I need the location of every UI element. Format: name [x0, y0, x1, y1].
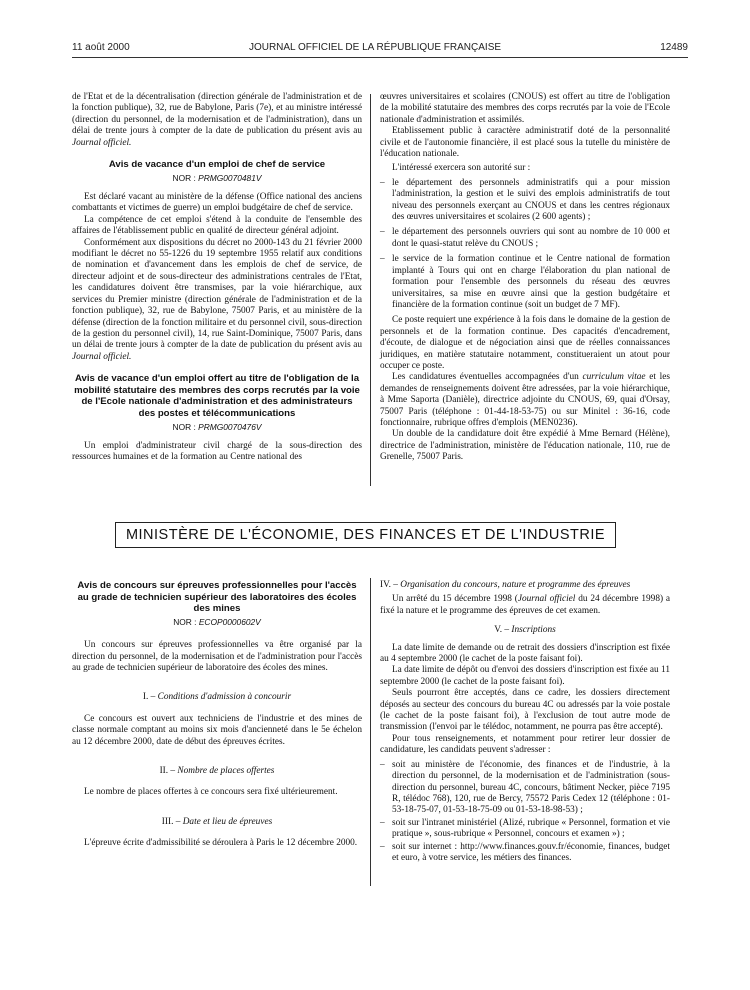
- list-item: – le département des personnels ouvriers qui sont au nombre de 10 000 et dont le quasi-statut relève du CNOUS ;: [380, 227, 670, 250]
- concours-nor: NOR : ECOP0000602V: [173, 616, 261, 627]
- list-item: – le service de la formation continue et le Centre national de formation implanté à Tours qui ont en charge l'élaboration du plan national de formation pour l'ensemble des personnels du réseau des œuvres universitaires, sa mise en œuvre ainsi que la gestion budgétaire et financière de la formation continue (soit un budget de 7 MF).: [380, 254, 670, 311]
- cnous-paragraph-3: L'intéressé exercera son autorité sur :: [392, 163, 531, 174]
- section-2-heading: II. – Nombre de places offertes: [159, 766, 275, 777]
- bottom-right-column: [380, 580, 670, 865]
- section-3-heading: III. – Date et lieu de épreuves: [161, 816, 273, 827]
- header-date: 11 août 2000: [72, 42, 130, 53]
- concours-paragraph-1: Un concours sur épreuves professionnelles va être organisé par la direction du personnel, de la modernisation et de l'administration pour l'accès au grade de technicien supérieur de laboratoire des écoles des mines.: [72, 640, 362, 673]
- section-5-heading: V. – Inscriptions: [494, 625, 556, 636]
- inscriptions-paragraph-1: La date limite de demande ou de retrait des dossiers d'inscription est fixée au 4 septembre 2000 (le cachet de la poste faisant foi).: [380, 642, 670, 665]
- cnous-paragraph-4: Ce poste requiert une expérience à la fois dans le domaine de la gestion de personnels et de la formation continue. Des capacités d'encadrement, d'écoute, de dialogue et de négociation ainsi que de réelles connaissances juridiques, en matière statutaire notamment, constitueraient un atout pour occuper ce poste.: [380, 315, 670, 371]
- section-4-heading: IV. – Organisation du concours, nature et programme des épreuves: [380, 580, 631, 590]
- intro-paragraph: de l'Etat et de la décentralisation (direction générale de l'administration et de la fonction publique), 32, rue de Babylone, Paris (7e), et au ministre intéressé (direction du personnel, de la modernisation et de l'administration), dans un délai de trente jours à compter de la date de publication du présent avis au Journal officiel.: [72, 92, 362, 148]
- top-left-column: [72, 92, 362, 464]
- section-1-heading: I. – Conditions d'admission à concourir: [142, 692, 292, 703]
- avis2-nor: NOR : PRMG0070476V: [172, 421, 262, 432]
- cnous-paragraph-6: Un double de la candidature doit être expédié à Mme Bernard (Hélène), directrice de l'administration, ministère de l'éducation nationale, 110, rue de Grenelle, 75007 Paris.: [380, 429, 670, 463]
- list-item: – soit sur l'intranet ministériel (Alizé, rubrique « Personnel, formation et vie pratique », sous-rubrique « Personnel, concours et examen ») ;: [380, 818, 670, 841]
- avis1-title: Avis de vacance d'un emploi de chef de service: [108, 159, 326, 171]
- avis2-paragraph-1: Un emploi d'administrateur civil chargé de la sous-direction des ressources humaines et de la formation au Centre national des: [72, 440, 362, 463]
- column-divider-bottom: [370, 578, 371, 886]
- list-item: – le département des personnels administratifs qui a pour mission l'administration, la gestion et le suivi des emplois administratifs de tout niveau des personnels exerçant au CNOUS et dans les centres régionaux des œuvres universitaires et scolaires (2 600 agents) ;: [380, 178, 670, 224]
- section-1-text: Ce concours est ouvert aux techniciens de l'industrie et des mines de classe normale comptant au moins six mois d'ancienneté dans le 5e échelon au 12 décembre 2000, date de début des épreuves écrites.: [72, 713, 362, 747]
- list-item: – soit sur internet : http://www.finances.gouv.fr/économie, finances, budget et euro, à votre service, les métiers des finances.: [380, 842, 670, 865]
- bottom-left-column: [72, 580, 362, 850]
- avis1-nor: NOR : PRMG0070481V: [172, 172, 262, 183]
- inscriptions-paragraph-2: La date limite de dépôt ou d'envoi des dossiers d'inscription est fixée au 11 septembre 2000 (le cachet de la poste faisant foi).: [380, 665, 670, 687]
- column-divider-top: [370, 94, 371, 486]
- section-3-text: L'épreuve écrite d'admissibilité se déroulera à Paris le 12 décembre 2000.: [84, 838, 358, 849]
- top-right-column: [380, 92, 670, 464]
- journal-title: JOURNAL OFFICIEL DE LA RÉPUBLIQUE FRANÇAISE: [248, 42, 502, 53]
- page-number: 12489: [660, 42, 688, 53]
- avis1-paragraph-1: Est déclaré vacant au ministère de la défense (Office national des anciens combattants et victimes de guerre) un emploi budgétaire de chef de service.: [72, 192, 362, 214]
- inscriptions-paragraph-3: Seuls pourront être acceptés, dans ce cadre, les dossiers directement déposés au secteur des concours du bureau 4C ou adressés par la voie postale (le cachet de la poste faisant foi), à l'exclusion de tout autre mode de transmission (l'envoi par le télédoc, notamment, ne pourra pas être accepté).: [380, 688, 670, 733]
- list-item: – soit au ministère de l'économie, des finances et de l'industrie, à la direction du personnel, de la modernisation et de l'administration (sous-direction du personnel, bureau 4C, concours, bâtiment Necker, pièce 7195 R, télédoc 768), 120, rue de Bercy, 75572 Paris Cedex 12 (téléphone : 01-53-18-75-07, 01-53-18-75-09 ou 01-53-18-98-53) ;: [380, 760, 670, 817]
- authority-list: [380, 178, 670, 311]
- cnous-paragraph-1: œuvres universitaires et scolaires (CNOUS) est offert au titre de l'obligation de la mobilité statutaire des membres des corps recrutés par la voie de l'Ecole nationale d'administration et assimilés.: [380, 92, 670, 125]
- avis1-paragraph-3: Conformément aux dispositions du décret no 2000-143 du 21 février 2000 modifiant le décret no 55-1226 du 19 septembre 1955 relatif aux conditions de nomination et d'avancement dans les emplois de chef de service, de directeur adjoint et de sous-directeur des administrations centrales de l'Etat, les candidatures doivent être transmises, par la voie hiérarchique, aux services du Premier ministre (direction générale de l'administration et de la fonction publique), 32, rue de Babylone, 75007 Paris, et au ministère de la défense (direction de la fonction militaire et du personnel civil, sous-direction de la gestion du personnel civil), 14, rue Saint-Dominique, 75007 Paris, dans un délai de trente jours à compter de la date de publication du présent avis au Journal officiel.: [72, 237, 362, 362]
- ministry-heading: MINISTÈRE DE L'ÉCONOMIE, DES FINANCES ET DE L'INDUSTRIE: [115, 522, 616, 548]
- avis1-paragraph-2: La compétence de cet emploi s'étend à la conduite de l'ensemble des affaires de l'établissement public en qualité de directeur général adjoint.: [72, 214, 362, 237]
- concours-title: Avis de concours sur épreuves professionnelles pour l'accès au grade de technicien supérieur des laboratoires des écoles des mines: [77, 580, 357, 615]
- header-rule: [72, 57, 688, 58]
- contact-list: [380, 760, 670, 865]
- inscriptions-paragraph-4: Pour tous renseignements, et notamment pour retirer leur dossier de candidature, les candidats peuvent s'adresser :: [380, 733, 670, 756]
- cnous-paragraph-5: Les candidatures éventuelles accompagnées d'un curriculum vitae et les demandes de renseignements doivent être adressées, par la voie hiérarchique, à Mme Saporta (Danièle), directrice adjointe du CNOUS, 69, quai d'Orsay, 75007 Paris (téléphone : 01-44-18-53-75) ou sur Minitel : 36-16, code fonctionnaire, rubrique offres d'emplois (MEN0236).: [380, 372, 670, 428]
- section-4-text: Un arrêté du 15 décembre 1998 (Journal officiel du 24 décembre 1998) a fixé la nature et le programme des épreuves de cet examen.: [380, 594, 671, 616]
- cnous-paragraph-2: Etablissement public à caractère administratif doté de la personnalité civile et de l'autonomie financière, il est placé sous la tutelle du ministère de l'éducation nationale.: [380, 126, 670, 160]
- avis2-title: Avis de vacance d'un emploi offert au titre de l'obligation de la mobilité statutaire des membres des corps recrutés par la voie de l'Ecole nationale d'administration et des administrateurs des postes et télécommunications: [74, 373, 360, 419]
- section-2-text: Le nombre de places offertes à ce concours sera fixé ultérieurement.: [84, 787, 338, 798]
